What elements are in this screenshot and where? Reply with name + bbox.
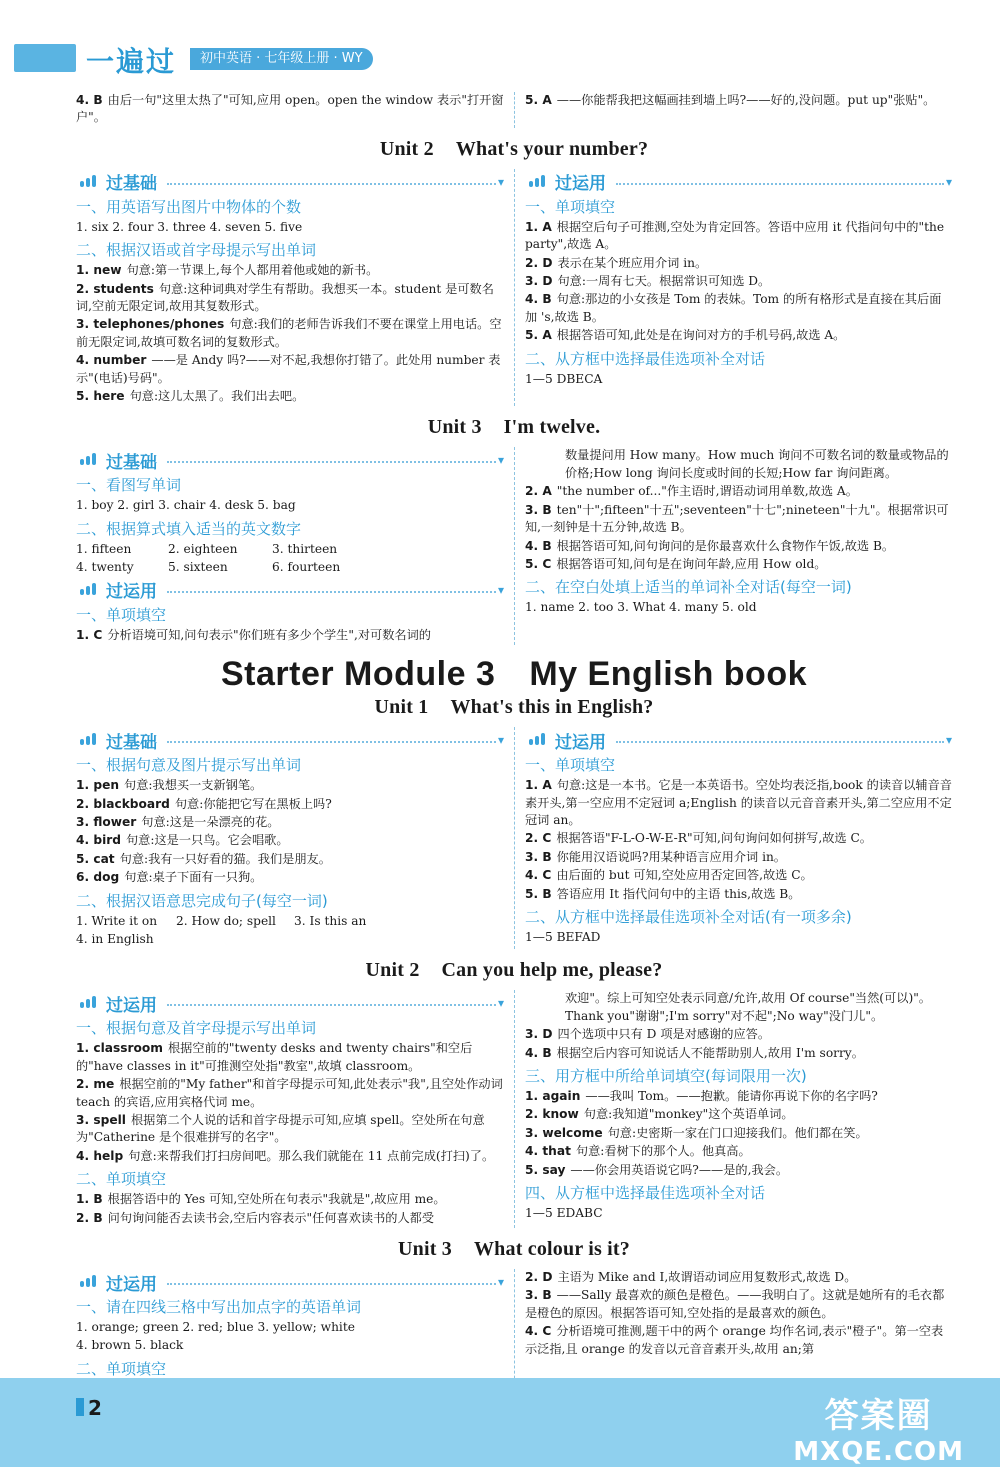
section-icon (525, 733, 551, 747)
answer-item: 3. spell 根据第二个人说的话和首字母提示可知,应填 spell。空处所在句意为"Catherine 是个很难拼写的名字"。 (76, 1112, 485, 1145)
answer-line: 1—5 DBECA (525, 371, 603, 386)
sub-heading: 二、从方框中选择最佳选项补全对话 (525, 349, 766, 368)
answer-item: 1. B 根据答语中的 Yes 可知,空处所在句表示"我就是",故应用 me。 (76, 1192, 446, 1207)
page-number: 2 (88, 1396, 102, 1420)
answer-item: 5. cat 句意:我有一只好看的猫。我们是朋友。 (76, 851, 331, 866)
section-icon (76, 175, 102, 189)
section-icon (76, 996, 102, 1010)
answer-item: 5. A 根据答语可知,此处是在询问对方的手机号码,故选 A。 (525, 328, 846, 343)
answer-item: 4. bird 句意:这是一只鸟。它会唱歌。 (76, 833, 289, 848)
sub-heading: 一、根据句意及图片提示写出单词 (76, 756, 302, 775)
sub-heading: 一、用英语写出图片中物体的个数 (76, 197, 302, 216)
unit-body (76, 727, 952, 949)
chevron-down-icon: ▾ (497, 582, 504, 597)
answer-line: 1. orange; green 2. red; blue 3. yellow; white (76, 1320, 355, 1334)
answer-item: 4. B 根据空后内容可知说话人不能帮助别人,故用 I'm sorry。 (525, 1045, 864, 1060)
page-header (0, 0, 1000, 88)
sub-heading: 二、单项填空 (76, 1359, 167, 1378)
answer-item: 2. B 问句询问能否去读书会,空后内容表示"任何喜欢读书的人都受 (76, 1210, 435, 1225)
answer-item: 4. number ——是 Andy 吗?——对不起,我想你打错了。此处用 number 表示"(电话)号码"。 (76, 353, 501, 385)
answer-item: 1. again ——我叫 Tom。——抱歉。能请你再说下你的名字吗? (525, 1088, 878, 1103)
brand-logo: 一遍过 (86, 45, 177, 78)
answer-item: 2. D 主语为 Mike and I,故谓语动词应用复数形式,故选 D。 (525, 1270, 857, 1284)
sub-heading: 二、根据汉语意思完成句子(每空一词) (76, 891, 328, 910)
answer-item: 2. C 根据答语"F-L-O-W-E-R"可知,问句询问如何拼写,故选 C。 (525, 831, 872, 846)
sub-heading: 一、根据句意及首字母提示写出单词 (76, 1019, 317, 1038)
answer-item: 5. say ——你会用英语说它吗?——是的,我会。 (525, 1162, 789, 1177)
answer-line: 1. fifteen 2. eighteen 3. thirteen (76, 541, 338, 556)
sub-heading: 三、用方框中所给单词填空(每词限用一次) (525, 1066, 807, 1085)
chevron-down-icon: ▾ (497, 453, 504, 468)
watermark-logo: 答案圈 MXQE.COM (793, 1396, 964, 1467)
sub-heading: 二、单项填空 (76, 1170, 167, 1189)
sub-heading: 二、从方框中选择最佳选项补全对话(有一项多余) (525, 907, 852, 926)
answer-item: 3. B 你能用汉语说吗?用某种语言应用介词 in。 (525, 849, 786, 864)
chevron-down-icon: ▾ (497, 733, 504, 748)
answer-item: 1. C 分析语境可知,问句表示"你们班有多少个学生",对可数名词的 (76, 627, 431, 642)
answer-line: 1. six 2. four 3. three 4. seven 5. five (76, 219, 303, 234)
section-icon (76, 583, 102, 597)
answer-line: 1. name 2. too 3. What 4. many 5. old (525, 600, 757, 615)
unit-title: Unit 2 Can you help me, please? (365, 959, 663, 982)
module-title: Starter Module 3 My English book (220, 655, 807, 694)
answer-item: 4. B 由后一句"这里太热了"可知,应用 open。open the window 表示"打开窗户"。 (76, 93, 504, 125)
answer-item: 2. D 表示在某个班应用介词 in。 (525, 255, 708, 270)
top-carryover (76, 92, 952, 128)
section-header: 过运用 ▾ (76, 579, 504, 601)
sub-heading: 二、根据算式填入适当的英文数字 (76, 519, 302, 538)
answer-item: 3. D 四个选项中只有 D 项是对感谢的应答。 (525, 1027, 771, 1042)
chevron-down-icon: ▾ (945, 733, 952, 748)
unit-title: Unit 1 What's this in English? (374, 696, 654, 719)
page-number-accent (76, 1398, 84, 1416)
answer-item: 1. classroom 根据空前的"twenty desks and twenty chairs"和空后的"have classes in it"可推测空处指"教室",故填 classroom。 (76, 1041, 473, 1073)
answer-line: 1. Write it on 2. How do; spell 3. Is this an (76, 913, 367, 928)
answer-item: 5. B 答语应用 It 指代问句中的主语 this,故选 B。 (525, 886, 801, 901)
answer-continued: 欢迎"。综上可知空处表示同意/允许,故用 Of course"当然(可以)"。Thank you"谢谢";I'm sorry"对不起";No way"没门儿"。 (565, 991, 931, 1023)
section-icon (76, 453, 102, 467)
chevron-down-icon: ▾ (497, 1275, 504, 1289)
answer-item: 3. flower 句意:这是一朵漂亮的花。 (76, 814, 280, 829)
section-icon (76, 1275, 102, 1289)
answer-line: 4. twenty 5. sixteen 6. fourteen (76, 560, 341, 575)
sub-heading: 一、单项填空 (525, 197, 616, 216)
answer-item: 2. blackboard 句意:你能把它写在黑板上吗? (76, 796, 332, 811)
unit-title: Unit 3 What colour is it? (398, 1238, 630, 1260)
answer-item: 2. me 根据空前的"My father"和首字母提示可知,此处表示"我",且空处作动词 teach 的宾语,应用宾格代词 me。 (76, 1077, 503, 1109)
chevron-down-icon: ▾ (945, 174, 952, 189)
answer-item: 1. A 根据空后句子可推测,空处为肯定回答。答语中应用 it 代指问句中的"the party",故选 A。 (525, 219, 945, 252)
section-header: 过运用 ▾ (525, 729, 952, 751)
sub-heading: 二、根据汉语或首字母提示写出单词 (76, 241, 317, 260)
chevron-down-icon: ▾ (497, 996, 504, 1011)
unit-body (76, 447, 952, 645)
answer-item: 5. C 根据答语可知,问句是在询问年龄,应用 How old。 (525, 556, 827, 571)
answer-line: 1. boy 2. girl 3. chair 4. desk 5. bag (76, 498, 296, 513)
section-header: 过基础 ▾ (76, 171, 504, 193)
answer-line: 4. in English (76, 931, 154, 946)
answer-item: 4. C 由后面的 but 可知,空处应用否定回答,故选 C。 (525, 868, 813, 883)
answer-item: 3. welcome 句意:史密斯一家在门口迎接我们。他们都在笑。 (525, 1125, 868, 1140)
section-header: 过基础 ▾ (76, 729, 504, 751)
header-tag: 初中英语 · 七年级上册 · WY (190, 48, 373, 70)
answer-item: 4. that 句意:看树下的那个人。他真高。 (525, 1144, 751, 1159)
answer-item: 1. new 句意:第一节课上,每个人都用着他或她的新书。 (76, 263, 379, 278)
section-header: 过运用 ▾ (525, 171, 952, 193)
answer-item: 2. students 句意:这种词典对学生有帮助。我想买一本。student 是可数名词,空前无限定词,故用其复数形式。 (76, 281, 494, 314)
answer-line: 1—5 EDABC (525, 1206, 603, 1220)
answer-item: 3. B ——Sally 最喜欢的颜色是橙色。——我明白了。这就是她所有的毛衣都是橙色的原因。根据答语可知,空处指的是最喜欢的颜色。 (525, 1288, 945, 1320)
sub-heading: 一、单项填空 (76, 605, 167, 624)
answer-item: 1. pen 句意:我想买一支新钢笔。 (76, 778, 263, 793)
answer-item: 3. B ten"十";fifteen"十五";seventeen"十七";nineteen"十九"。根据常识可知,一刻钟是十五分钟,故选 B。 (525, 502, 949, 535)
answer-item: 2. A "the number of..."作主语时,谓语动词用单数,故选 A。 (525, 484, 858, 499)
answer-item: 1. A 句意:这是一本书。它是一本英语书。空处均表泛指,book 的读音以辅音音素开头,第一空应用不定冠词 a;English 的读音以元音音素开头,第二空应用不定冠词 an。 (525, 778, 952, 827)
sub-heading: 一、单项填空 (525, 756, 616, 775)
header-accent-bar (14, 44, 76, 72)
section-icon (76, 733, 102, 747)
sub-heading: 一、看图写单词 (76, 476, 182, 495)
chevron-down-icon: ▾ (497, 174, 504, 189)
answer-line: 4. brown 5. black (76, 1338, 184, 1353)
page-content (76, 88, 952, 1399)
answer-item: 4. C 分析语境可推测,题干中的两个 orange 均作名词,表示"橙子"。第一空表示泛指,且 orange 的发音以元音音素开头,故用 an;第 (525, 1324, 944, 1356)
answer-continued: 数量提问用 How many。How much 询问不可数名词的数量或物品的价格;How long 询问长度或时间的长短;How far 询问距离。 (565, 448, 949, 480)
section-header: 过基础 ▾ (76, 449, 504, 471)
unit-body (76, 990, 952, 1228)
answer-item: 4. B 句意:那边的小女孩是 Tom 的表妹。Tom 的所有格形式是直接在其后面加 's,故选 B。 (525, 292, 942, 324)
section-icon (525, 175, 551, 189)
answer-item: 3. telephones/phones 句意:我们的老师告诉我们不要在课堂上用电话。空前无限定词,故填可数名词的复数形式。 (76, 317, 502, 349)
answer-item: 4. B 根据答语可知,问句询问的是你最喜欢什么食物作午饭,故选 B。 (525, 538, 895, 553)
answer-item: 6. dog 句意:桌子下面有一只狗。 (76, 870, 263, 885)
unit-body (76, 169, 952, 407)
section-header: 过运用 ▾ (76, 1271, 504, 1293)
sub-heading: 四、从方框中选择最佳选项补全对话 (525, 1184, 766, 1202)
section-header: 过运用 ▾ (76, 992, 504, 1014)
unit-title: Unit 3 I'm twelve. (427, 416, 601, 439)
answer-item: 5. here 句意:这儿太黑了。我们出去吧。 (76, 389, 305, 404)
answer-line: 1—5 BEFAD (525, 929, 601, 944)
sub-heading: 一、请在四线三格中写出加点字的英语单词 (76, 1298, 362, 1316)
answer-item: 5. A ——你能帮我把这幅画挂到墙上吗?——好的,没问题。put up"张贴"。 (525, 93, 936, 107)
answer-item: 3. D 句意:一周有七天。根据常识可知选 D。 (525, 274, 771, 289)
answer-item: 4. help 句意:来帮我们打扫房间吧。那么我们就能在 11 点前完成(打扫)了。 (76, 1148, 495, 1163)
sub-heading: 二、在空白处填上适当的单词补全对话(每空一词) (525, 578, 852, 597)
answer-item: 2. know 句意:我知道"monkey"这个英语单词。 (525, 1107, 794, 1122)
unit-title: Unit 2 What's your number? (379, 137, 649, 160)
